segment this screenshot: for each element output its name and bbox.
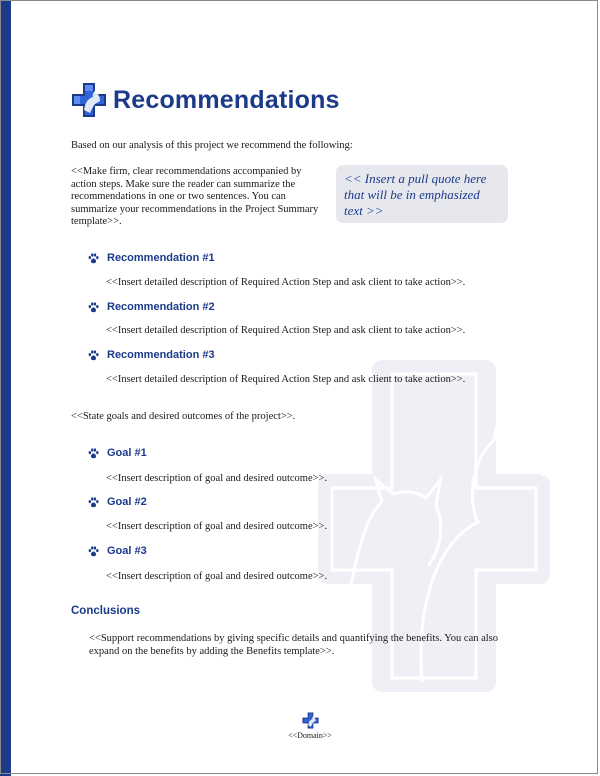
paw-print-icon — [88, 497, 99, 508]
left-accent-bar — [0, 0, 11, 776]
goal-description: <<Insert description of goal and desired outcome>>. — [106, 521, 328, 532]
recommendation-title: Recommendation #2 — [107, 301, 215, 313]
goal-description: <<Insert description of goal and desired outcome>>. — [106, 571, 328, 582]
paw-print-icon — [88, 253, 99, 264]
paw-print-icon — [88, 302, 99, 313]
recommendation-heading-3 — [88, 348, 215, 362]
paw-print-icon — [88, 448, 99, 459]
pull-quote: << Insert a pull quote here that will be in emphasized text >> — [336, 165, 508, 223]
recommendation-description: <<Insert detailed description of Required Action Step and ask client to take action>>. — [106, 277, 466, 288]
goal-description: <<Insert description of goal and desired outcome>>. — [106, 473, 328, 484]
goal-title: Goal #3 — [107, 545, 147, 557]
title-row — [71, 80, 340, 120]
footer-domain: <<Domain>> — [288, 731, 332, 740]
goals-intro-text: <<State goals and desired outcomes of the project>>. — [71, 411, 296, 422]
recommendation-description: <<Insert detailed description of Required Action Step and ask client to take action>>. — [106, 325, 466, 336]
medical-cross-logo-icon — [71, 82, 107, 118]
paw-print-icon — [88, 546, 99, 557]
recommendation-title: Recommendation #1 — [107, 252, 215, 264]
recommendation-heading-1 — [88, 251, 215, 265]
guidance-text: <<Make firm, clear recommendations accompanied by action steps. Make sure the reader can summarize the recommendations in one or two sentences. You can summarize your recommendations in the Project Summary template>>. — [71, 166, 319, 228]
paw-print-icon — [88, 350, 99, 361]
conclusions-heading: Conclusions — [71, 605, 141, 617]
page-title: Recommendations — [113, 85, 340, 114]
recommendation-title: Recommendation #3 — [107, 349, 215, 361]
footer-cross-logo-icon — [302, 712, 319, 729]
goal-title: Goal #2 — [107, 496, 147, 508]
intro-text: Based on our analysis of this project we recommend the following: — [71, 140, 353, 151]
conclusions-text: <<Support recommendations by giving specific details and quantifying the benefits. You can also expand on the benefits by adding the Benefits template>>. — [89, 633, 499, 658]
goal-title: Goal #1 — [107, 447, 147, 459]
goal-heading-2 — [88, 495, 147, 509]
goal-heading-1 — [88, 446, 147, 460]
recommendation-heading-2 — [88, 300, 215, 314]
goal-heading-3 — [88, 544, 147, 558]
recommendation-description: <<Insert detailed description of Required Action Step and ask client to take action>>. — [106, 374, 466, 385]
